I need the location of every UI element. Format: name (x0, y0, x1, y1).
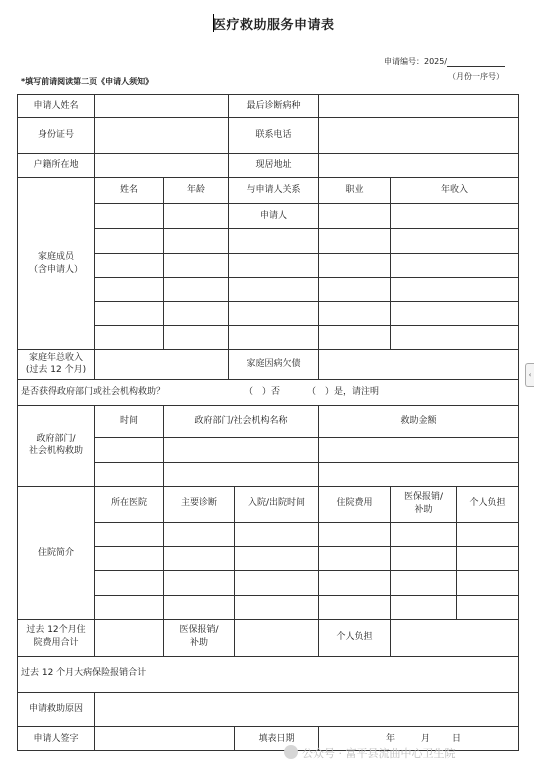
application-number-hint: （月份一序号） (448, 72, 504, 81)
table-rule (17, 117, 519, 118)
table-rule (94, 462, 519, 463)
phone-label: 联系电话 (255, 130, 292, 140)
past12-total-field[interactable] (95, 624, 163, 652)
family-header-name: 姓名 (119, 185, 138, 195)
date-day: 日 (452, 734, 462, 744)
date-year: 年 (386, 734, 396, 744)
family-income-label: 家庭年总收入 (28, 353, 83, 363)
family-members-sublabel: （含申请人） (28, 265, 83, 275)
household-reg-field[interactable] (95, 158, 228, 174)
table-rule (17, 405, 519, 406)
past12-reimb-field[interactable] (235, 624, 318, 652)
table-rule (17, 349, 519, 350)
family-debt-field[interactable] (319, 354, 518, 376)
last-diagnosis-field[interactable] (319, 99, 518, 115)
table-rule (17, 379, 519, 380)
fill-date-label: 填表日期 (258, 734, 295, 744)
table-rule (94, 277, 519, 278)
table-rule (318, 177, 319, 350)
applicant-name-field[interactable] (95, 99, 228, 115)
table-rule (390, 177, 391, 350)
last-diagnosis-label: 最后诊断病种 (246, 101, 301, 111)
past12-reimb-sublabel: 补助 (189, 638, 208, 648)
aid-yes-option[interactable]: （ ）是，请注明 (307, 387, 380, 397)
table-rule (94, 177, 95, 350)
family-debt-label: 家庭因病欠债 (246, 359, 301, 369)
table-rule (17, 692, 519, 693)
id-card-field[interactable] (95, 123, 228, 149)
table-rule (17, 177, 519, 178)
table-rule (94, 301, 519, 302)
table-rule (17, 486, 519, 487)
hospital-header-reimb-sub: 补助 (414, 505, 433, 515)
past12-total-label: 过去 12个月住 (26, 625, 86, 635)
aid-reason-label: 申请救助原因 (28, 704, 83, 714)
gov-aid-header-org: 政府部门/社会机构名称 (194, 416, 288, 426)
hospital-header-reimb: 医保报销/ (403, 492, 444, 502)
signature-label: 申请人签字 (33, 734, 79, 744)
past12-reimb-label: 医保报销/ (179, 625, 219, 635)
family-members-label: 家庭成员 (37, 252, 74, 262)
date-month: 月 (421, 734, 431, 744)
past12-total-sublabel: 院费用合计 (33, 638, 79, 648)
aid-no-option[interactable]: （ ）否 (244, 387, 281, 397)
family-header-age: 年龄 (186, 185, 205, 195)
phone-field[interactable] (319, 123, 518, 149)
hospital-header-dates: 入院/出院时间 (247, 498, 306, 508)
family-header-income: 年收入 (440, 185, 468, 195)
past12-personal-field[interactable] (391, 624, 518, 652)
hospital-header-diagnosis: 主要诊断 (180, 498, 217, 508)
family-income-field[interactable] (95, 354, 228, 376)
id-card-label: 身份证号 (37, 130, 74, 140)
table-rule (17, 619, 519, 620)
hospital-header-hospital: 所在医院 (110, 498, 147, 508)
table-rule (94, 437, 519, 438)
family-income-sublabel: (过去 12 个月) (25, 365, 87, 375)
signature-field[interactable] (95, 730, 234, 748)
table-rule (228, 177, 229, 350)
gov-aid-sublabel: 社会机构救助 (28, 446, 83, 456)
applicant-name-label: 申请人姓名 (33, 101, 79, 111)
gov-aid-header-time: 时间 (119, 416, 138, 426)
wechat-icon (284, 745, 298, 759)
critical-insurance-label: 过去 12 个月大病保险报销合计 (21, 668, 147, 678)
household-reg-label: 户籍所在地 (33, 160, 79, 170)
aid-question: 是否获得政府部门或社会机构救助？ (21, 387, 166, 397)
notice-text: *填写前请阅读第二页《申请人须知》 (21, 77, 154, 86)
hospital-header-personal: 个人负担 (469, 498, 506, 508)
page-title: 医疗救助服务申请表 (213, 18, 335, 33)
hospital-header-cost: 住院费用 (336, 498, 373, 508)
current-address-field[interactable] (319, 158, 518, 174)
side-scroll-tab[interactable]: ‹ (525, 363, 534, 387)
table-rule (94, 203, 519, 204)
family-relation-applicant: 申请人 (259, 211, 287, 221)
table-rule (17, 153, 519, 154)
table-rule (94, 325, 519, 326)
wechat-watermark (284, 745, 456, 761)
family-header-relation: 与申请人关系 (246, 185, 301, 195)
table-rule (17, 726, 519, 727)
current-address-label: 现居地址 (255, 160, 292, 170)
past12-personal-label: 个人负担 (336, 632, 373, 642)
table-rule (17, 656, 519, 657)
family-header-job: 职业 (345, 185, 364, 195)
application-number-label: 申请编号：2025/ (384, 57, 448, 66)
hospital-section-label: 住院简介 (37, 548, 74, 558)
aid-reason-field[interactable] (95, 696, 518, 724)
table-rule (17, 94, 18, 751)
gov-aid-header-amount: 救助金额 (400, 416, 437, 426)
table-rule (163, 177, 164, 350)
table-rule (17, 94, 519, 95)
table-rule (94, 253, 519, 254)
wechat-account-text: 公众号 · 富平县流曲中心卫生院 (302, 747, 456, 760)
table-rule (518, 94, 519, 751)
table-rule (94, 228, 519, 229)
gov-aid-label: 政府部门/ (36, 434, 76, 444)
